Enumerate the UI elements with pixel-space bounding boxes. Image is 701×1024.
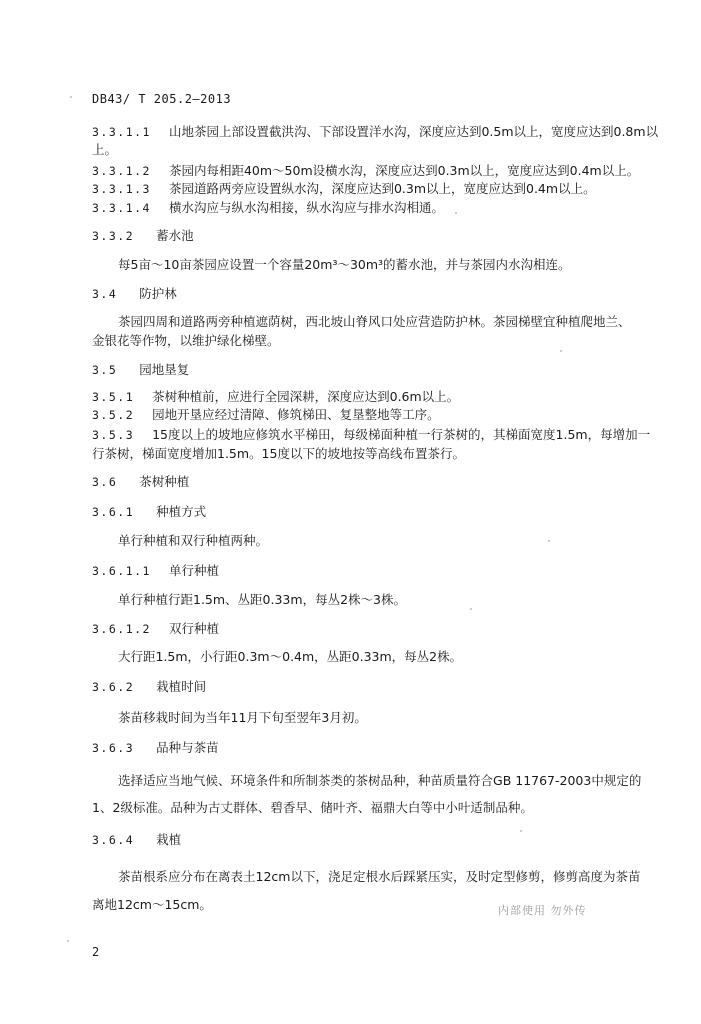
scan-speck	[520, 830, 522, 832]
scan-speck	[470, 608, 472, 610]
heading-3-6	[92, 474, 189, 490]
clause-number: 3.3.1.3	[92, 182, 151, 196]
clause-text: 横水沟应与纵水沟相接，纵水沟应与排水沟相通。	[168, 200, 444, 215]
clause-number: 3.6.1.2	[92, 622, 151, 636]
section-title: 种植方式	[156, 504, 207, 519]
clause-number: 3.5	[92, 363, 118, 377]
clause-number: 3.6.4	[92, 833, 135, 847]
heading-3-6-1-1	[92, 563, 219, 579]
clause-text: 园地开垦应经过清障、修筑梯田、复垦整地等工序。	[152, 407, 440, 422]
clause-3-5-2	[92, 407, 440, 423]
section-title: 园地垦复	[139, 362, 190, 377]
paragraph-3-6-3: 选择适应当地气候、环境条件和所制茶类的茶树品种，种苗质量符合GB 11767-2003中规定的	[118, 773, 642, 788]
clause-number: 3.5.2	[92, 408, 135, 422]
paragraph-3-3-2: 每5亩～10亩茶园应设置一个容量20m³～30m³的蓄水池，并与茶园内水沟相连。	[118, 257, 571, 272]
section-title: 品种与茶苗	[156, 740, 219, 755]
section-title: 双行种植	[168, 621, 219, 636]
heading-3-6-2	[92, 679, 206, 695]
clause-3-3-1-2	[92, 163, 639, 179]
clause-3-3-1-4	[92, 200, 444, 216]
clause-number: 3.3.1.1	[92, 125, 151, 139]
clause-number: 3.3.1.4	[92, 201, 151, 215]
clause-number: 3.6.3	[92, 741, 135, 755]
paragraph-3-6-1-1: 单行种植行距1.5m、丛距0.33m，每丛2株～3株。	[118, 592, 406, 607]
heading-3-6-4	[92, 832, 181, 848]
scan-speck	[70, 96, 72, 98]
scan-speck	[67, 940, 69, 942]
clause-number: 3.6.2	[92, 680, 135, 694]
heading-3-4	[92, 286, 177, 302]
paragraph-3-4-cont: 金银花等作物，以维护绿化梯壁。	[92, 333, 280, 348]
clause-number: 3.4	[92, 287, 118, 301]
clause-text: 茶树种植前，应进行全园深耕，深度应达到0.6m以上。	[152, 389, 460, 404]
clause-number: 3.6.1.1	[92, 564, 151, 578]
heading-3-3-2	[92, 228, 194, 244]
clause-number: 3.5.3	[92, 428, 135, 442]
clause-number: 3.6.1	[92, 505, 135, 519]
clause-text: 茶园道路两旁应设置纵水沟，深度应达到0.3m以上，宽度应达到0.4m以上。	[168, 181, 596, 196]
scan-speck	[560, 350, 562, 352]
paragraph-3-6-3-cont: 1、2级标准。品种为古丈群体、碧香早、储叶齐、福鼎大白等中小叶适制品种。	[92, 800, 533, 815]
section-title: 茶树种植	[139, 474, 190, 489]
section-title: 防护林	[139, 286, 177, 301]
heading-3-6-3	[92, 740, 219, 756]
clause-3-3-1-1-cont: 上。	[92, 142, 118, 157]
heading-3-6-1-2	[92, 621, 219, 637]
clause-number: 3.3.1.2	[92, 164, 151, 178]
clause-number: 3.6	[92, 475, 118, 489]
clause-text: 茶园内每相距40m～50m设横水沟，深度应达到0.3m以上，宽度应达到0.4m以上。	[168, 163, 640, 178]
clause-3-5-1	[92, 389, 459, 405]
heading-3-5	[92, 362, 189, 378]
clause-3-3-1-3	[92, 181, 596, 197]
paragraph-3-6-4: 茶苗根系应分布在离表土12cm以下，浇足定根水后踩紧压实，及时定型修剪，修剪高度为茶苗	[118, 869, 641, 884]
section-title: 栽植时间	[156, 679, 207, 694]
paragraph-3-4: 茶园四周和道路两旁种植遮荫树，西北坡山脊风口处应营造防护林。茶园梯壁宜种植爬地兰、	[118, 314, 631, 329]
faint-stamp: 内部使用 勿外传	[498, 904, 587, 917]
heading-3-6-1	[92, 504, 206, 520]
clause-3-5-3	[92, 427, 650, 443]
paragraph-3-6-2: 茶苗移栽时间为当年11月下旬至翌年3月初。	[118, 710, 367, 725]
clause-number: 3.3.2	[92, 229, 135, 243]
scan-speck	[548, 540, 550, 542]
paragraph-3-6-1: 单行种植和双行种植两种。	[118, 533, 269, 548]
clause-3-5-3-cont: 行茶树，梯面宽度增加1.5m。15度以下的坡地按等高线布置茶行。	[92, 446, 465, 461]
section-title: 栽植	[156, 832, 182, 847]
clause-text: 山地茶园上部设置截洪沟、下部设置洋水沟，深度应达到0.5m以上，宽度应达到0.8m以	[168, 124, 659, 139]
page-number: 2	[92, 945, 100, 959]
clause-3-3-1-1	[92, 124, 658, 140]
section-title: 单行种植	[168, 563, 219, 578]
scan-speck	[455, 212, 457, 214]
paragraph-3-6-4-cont: 离地12cm～15cm。	[92, 897, 212, 912]
paragraph-3-6-1-2: 大行距1.5m，小行距0.3m～0.4m，丛距0.33m，每丛2株。	[118, 649, 463, 664]
clause-number: 3.5.1	[92, 390, 135, 404]
clause-text: 15度以上的坡地应修筑水平梯田，每级梯面种植一行茶树的，其梯面宽度1.5m，每增加一	[152, 427, 651, 442]
standard-code: DB43/ T 205.2—2013	[92, 92, 232, 106]
section-title: 蓄水池	[156, 228, 194, 243]
